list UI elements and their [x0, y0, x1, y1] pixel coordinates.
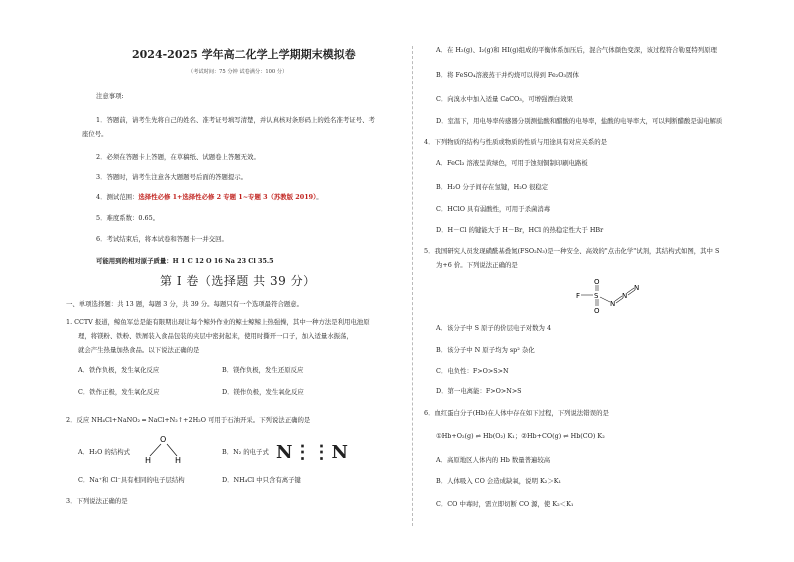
q5-option-c: C．电负性：F>O>S>N [436, 367, 509, 375]
q1-stem-line1: 1. CCTV 报道，鲸鱼军总是能有限期出现让每个鲸外作业的鲸士鲸鲸上热强操，其中一种方法是利用电池原 [66, 318, 370, 326]
structure-oxygen-bottom: O [594, 307, 600, 315]
q2-option-c: C．Na⁺和 Cl⁻具有相同的电子层结构 [78, 476, 185, 484]
bond-n-n-c [627, 288, 634, 293]
q2-option-b: B．N₂ 的电子式 [222, 448, 269, 456]
notice-item-1-cont: 座位号。 [82, 130, 108, 138]
n2-electron-formula: N⋮⋮N [276, 442, 349, 463]
q5-stem-line2: 为+6 价。下列说法正确的是 [436, 261, 518, 269]
q2-option-a: A．H₂O 的结构式 [78, 448, 130, 456]
q6-option-b: B．人体吸入 CO 会造成缺氧，说明 K₂＞K₁ [436, 477, 562, 485]
structure-nitrogen-3: N [634, 284, 640, 292]
water-oxygen-atom: O [160, 435, 167, 444]
structure-sulfur: S [594, 292, 599, 300]
notice-item-6: 6．考试结束后，将本试卷和答题卡一并交回。 [96, 235, 228, 243]
q4-stem: 4．下列物质的结构与性质或物质的性质与用途具有对应关系的是 [424, 138, 608, 146]
q3-option-c: C．向溴水中加入适量 CaCO₃，可增强漂白效果 [436, 95, 573, 103]
exam-title: 2024-2025 学年高二化学上学期期末模拟卷 [132, 48, 356, 61]
q5-option-b: B．该分子中 N 原子均为 sp² 杂化 [436, 346, 535, 354]
bond-n-n-a [615, 296, 622, 301]
fso2n3-structure-diagram [576, 276, 646, 320]
q4-option-a: A．FeCl₃ 溶液呈黄绿色，可用于蚀刻铜制印刷电路板 [436, 159, 588, 167]
q5-stem-line1: 5．我国研究人员发现磺酰基叠氮(FSO₂N₃)是一种安全、高效的"点击化学"试剂，其结构式如图，其中 S [424, 247, 720, 255]
q6-option-c: C．CO 中毒时，需立即切断 CO 源，使 K₂＜K₁ [436, 500, 574, 508]
notice-item-3: 3．答题时，请考生注意各大题题号后面的答题提示。 [96, 173, 248, 181]
q3-stem: 3．下列说法正确的是 [66, 497, 128, 505]
structure-fluorine: F [576, 292, 581, 300]
column-divider [412, 46, 413, 526]
q5-option-a: A．该分子中 S 原子的价层电子对数为 4 [436, 324, 552, 332]
q5-option-d: D．第一电离能：F>O>N>S [436, 387, 522, 395]
notice-item-2: 2．必须在答题卡上答题，在草稿纸、试题卷上答题无效。 [96, 153, 260, 161]
q1-stem-line2: 理，将镁粉、铁粉、铁屑装入食品包装的夹层中密封起来，使用时撕开一口子，加入适量水振荡， [78, 332, 353, 340]
q3-option-b: B．将 FeSO₄溶液蒸干并灼烧可以得到 Fe₂O₃固体 [436, 71, 579, 79]
bond-s-n [600, 297, 610, 302]
structure-nitrogen-1: N [610, 300, 616, 308]
structure-nitrogen-2: N [622, 292, 628, 300]
notice-item-4: 4．测试范围：选择性必修 1+选择性必修 2 专题 1~专题 3（苏教版 2019）。 [96, 193, 323, 201]
q1-option-c: C．铁作正极，发生氧化反应 [78, 388, 160, 396]
exam-subtitle: （考试时间：75 分钟 试卷满分：100 分） [188, 69, 288, 75]
q1-option-a: A．铁作负极，发生氧化反应 [78, 366, 160, 374]
q2-option-d: D．NH₄Cl 中只含有离子键 [222, 476, 301, 484]
water-structure-diagram [144, 432, 184, 468]
q1-option-b: B．镁作负极，发生还原反应 [222, 366, 304, 374]
q2-stem: 2．反应 NH₄Cl+NaNO₂ ═ NaCl+N₂↑+2H₂O 可用于石油开采。下列说法正确的是 [66, 416, 311, 424]
q3-option-d: D．室温下，用电导率传感器分别测盐酸和醋酸的电导率，盐酸的电导率大，可以判断醋酸是弱电解质 [436, 117, 723, 125]
water-hydrogen-left: H [145, 456, 152, 465]
q1-option-d: D．镁作负极，发生氧化反应 [222, 388, 304, 396]
part-one-instructions: 一、单项选择题：共 13 题，每题 3 分，共 39 分。每题只有一个选项最符合题意。 [66, 300, 304, 308]
q4-option-c: C．HClO 具有弱酸性，可用于杀菌消毒 [436, 205, 551, 213]
q1-stem-line3: 就会产生热量加热食品。以下说法正确的是 [78, 346, 200, 354]
water-bond-right [167, 444, 177, 456]
q6-option-a: A．高原地区人体内的 Hb 数量普遍较高 [436, 456, 551, 464]
atomic-masses: 可能用到的相对原子质量：H 1 C 12 O 16 Na 23 Cl 35.5 [96, 257, 274, 265]
water-hydrogen-right: H [175, 456, 182, 465]
notice-heading: 注意事项: [96, 92, 124, 100]
q4-option-b: B．H₂O 分子间存在氢键，H₂O 很稳定 [436, 183, 549, 191]
bond-n-n-d [628, 290, 635, 295]
section-title: 第 I 卷（选择题 共 39 分） [160, 274, 316, 288]
q6-equations: ①Hb+O₂(g) ⇌ Hb(O₂) K₁；②Hb+CO(g) ⇌ Hb(CO) K₂ [436, 432, 605, 440]
q4-option-d: D．H－Cl 的键能大于 H－Br，HCl 的热稳定性大于 HBr [436, 226, 604, 234]
notice-item-1: 1．答题前，请考生先将自己的姓名、准考证号填写清楚，并认真核对条形码上的姓名准考证号、考 [96, 116, 375, 124]
q6-stem: 6．血红蛋白分子(Hb)在人体中存在如下过程，下列说法错误的是 [424, 409, 609, 417]
bond-n-n-b [616, 298, 623, 303]
water-bond-left [150, 444, 161, 456]
structure-oxygen-top: O [594, 278, 600, 286]
q3-option-a: A．在 H₂(g)、I₂(g)和 HI(g)组成的平衡体系加压后，混合气体颜色变深，该过程符合勒夏特列原理 [436, 46, 717, 54]
notice-item-5: 5．难度系数：0.65。 [96, 214, 160, 222]
